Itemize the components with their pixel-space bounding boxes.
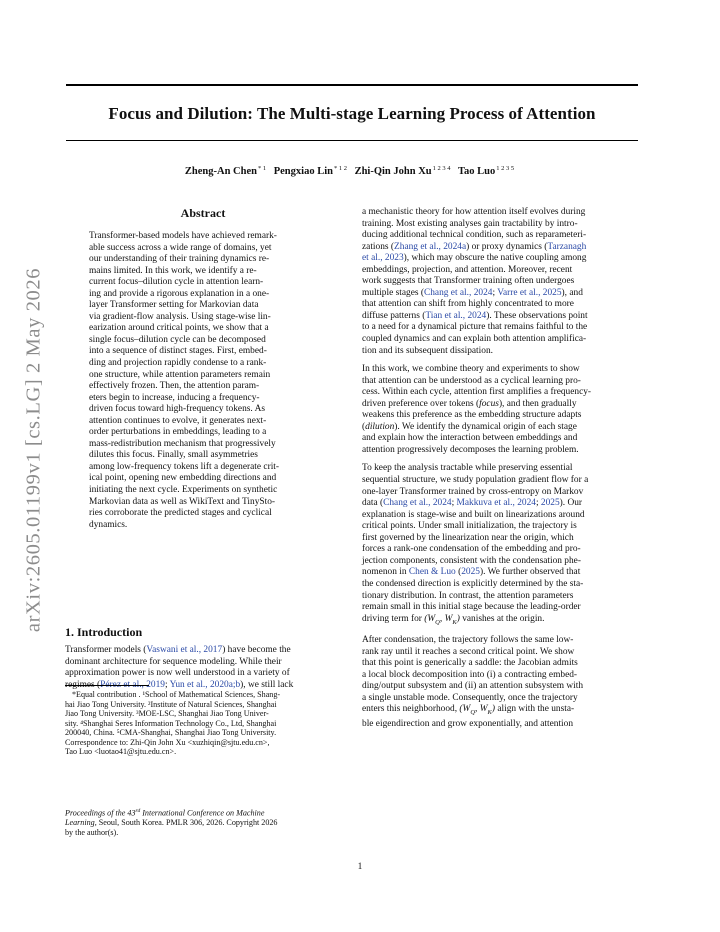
text-line: approximation power is now well understood in a variety of — [65, 668, 290, 679]
author-name: Pengxiao Lin — [273, 166, 333, 177]
text-line — [362, 288, 637, 300]
text-line — [362, 704, 637, 718]
page-number: 1 — [357, 862, 363, 872]
author-affiliation-marks: 1 2 3 5 — [496, 165, 515, 172]
text-line — [362, 670, 637, 682]
text-line — [362, 364, 637, 376]
paragraph-p1 — [362, 207, 637, 357]
text-run: coupled dynamics and can explain both attention amplifica- — [362, 334, 587, 345]
abstract-line: order perturbations in embeddings, leading to a — [89, 427, 267, 438]
abstract-line: mains limited. In this work, we identify a re- — [89, 265, 257, 276]
text-run: driven preference over tokens ( — [362, 398, 480, 409]
text-run: tion and its subsequent dissipation. — [362, 345, 493, 356]
text-line — [362, 533, 637, 545]
author-affiliation-marks: * 1 2 — [333, 165, 347, 172]
text-line — [362, 410, 637, 422]
abstract-line: mass-redistribution mechanism that progressively — [89, 438, 276, 449]
footnote-line: Tao Luo <luotao41@sjtu.edu.cn>. — [65, 747, 177, 756]
text-line — [362, 322, 637, 334]
text-line — [362, 253, 637, 265]
text-run: align with the unsta- — [495, 704, 575, 715]
text-run: and explain how the interaction between embeddings and — [362, 433, 578, 444]
text-run: ). We identify the dynamical origin of each stage — [394, 421, 577, 432]
text-run: to a need for a dynamical picture that remains faithful to the — [362, 322, 588, 333]
introduction-heading: 1. Introduction — [65, 625, 143, 639]
abstract-line: attention continues to evolve, it generates next- — [89, 415, 267, 426]
abstract-body — [89, 231, 318, 531]
text-run: that attention can shift from highly concentrated to more — [362, 299, 574, 310]
text-run: ; — [535, 498, 541, 509]
text-line — [362, 510, 637, 522]
citation-link[interactable]: Makkuva et al., 2024 — [456, 498, 536, 509]
citation-link[interactable]: 2025 — [461, 567, 480, 578]
text-run: work suggests that Transformer training often undergoes — [362, 276, 575, 287]
text-line — [362, 602, 637, 614]
text-run: cess. Within each cycle, attention first amplifies a frequency- — [362, 387, 592, 398]
text-run: ), and then gradually — [498, 398, 577, 409]
author-name: Tao Luo — [457, 166, 496, 177]
author-name: Zheng-An Chen — [184, 166, 257, 177]
footnote-line: *Equal contribution . ¹School of Mathematical Sciences, Shang- — [72, 690, 281, 699]
text-run: ( — [455, 567, 462, 578]
text-run: ; — [451, 498, 457, 509]
text-line — [362, 276, 637, 288]
abstract-line: via gradient-flow analysis. Using stage-wise lin- — [89, 311, 271, 322]
text-run: zations ( — [362, 241, 395, 252]
text-line — [362, 334, 637, 346]
text-line — [362, 681, 637, 693]
paper-title: Focus and Dilution: The Multi-stage Learning Process of Attention — [108, 104, 596, 123]
text-line — [362, 647, 637, 659]
citation-link[interactable]: et al., 2023 — [362, 253, 404, 264]
text-run: ). Our — [559, 498, 583, 509]
text-line — [362, 230, 637, 242]
text-run: multiple stages ( — [362, 287, 424, 298]
abstract-line: ries corroborate the predicted stages and cyclical — [89, 508, 272, 519]
text-line — [362, 311, 637, 323]
text-run: that attention can be understood as a cyclical learning pro- — [362, 375, 581, 386]
abstract-line: layer Transformer setting for Markovian data — [89, 300, 259, 311]
affiliation-footnote — [65, 690, 340, 757]
citation-link[interactable]: Tarzanagh — [547, 241, 587, 252]
text-line — [362, 658, 637, 670]
text-run: embeddings, projection, and attention. Moreover, recent — [362, 264, 573, 275]
abstract-line: driven focus toward high-frequency tokens. As — [89, 404, 265, 415]
author-list — [66, 165, 638, 177]
text-run: attention progressively decomposes the learning problem. — [362, 444, 579, 455]
text-run: ; — [492, 287, 498, 298]
footnote-rule — [65, 685, 149, 686]
text-run: a single unstable mode. Consequently, once the trajectory — [362, 692, 578, 703]
text-run: weakens this preference as the embedding structure adapts — [362, 410, 582, 421]
math-expression: ($W_Q$, $W_K$) — [424, 613, 460, 626]
abstract-line: dynamics. — [89, 519, 128, 530]
text-run: tionary distribution. In contrast, the attention parameters — [362, 590, 574, 601]
text-run: jection components, consistent with the condensation phe- — [362, 555, 581, 566]
abstract-line: among low-frequency tokens lift a degenerate crit- — [89, 461, 280, 472]
paragraph-p4 — [362, 635, 637, 730]
citation-link[interactable]: Chang et al., 2024 — [423, 287, 493, 298]
abstract-line: Markovian data as well as WikiText and TinySto- — [89, 496, 276, 507]
text-line — [362, 422, 637, 434]
text-line — [362, 693, 637, 705]
text-line — [362, 521, 637, 533]
footnote-line: Correspondence to: Zhi-Qin John Xu <xuzhiqin@sjtu.edu.cn>, — [65, 737, 270, 747]
text-run: ). These observations point — [486, 310, 588, 321]
text-run: ), and — [561, 287, 583, 298]
emphasis-text: focus — [479, 398, 499, 409]
text-line — [362, 433, 637, 445]
text-run: vanishes at the origin. — [459, 613, 545, 624]
text-run: remain small in this initial stage because the leading-order — [362, 602, 581, 613]
text-run: forces a rank-one condensation of the embedding and pro- — [362, 544, 581, 555]
author-name: Zhi-Qin John Xu — [354, 166, 432, 177]
math-expression: ($W_Q$, $W_K$) — [459, 704, 495, 717]
author-affiliation-marks: * 1 — [257, 165, 267, 172]
text-line — [362, 544, 637, 556]
text-line — [362, 614, 637, 628]
text-run: a local block decomposition into (i) a contracting embed- — [362, 669, 578, 680]
text-run: In this work, we combine theory and experiments to show — [362, 364, 580, 375]
footnote-line: Jiao Tong University. ³MOE-LSC, Shanghai Jiao Tong Univer- — [65, 709, 269, 718]
citation-link[interactable]: 2025 — [540, 498, 560, 509]
text-run: To keep the analysis tractable while preserving essential — [362, 463, 573, 474]
arxiv-sidebar — [20, 230, 48, 670]
text-line — [362, 299, 637, 311]
abstract-line: dilutes this focus. Finally, small asymmetries — [89, 450, 258, 461]
abstract-line: into a sequence of distinct stages. First, embed- — [89, 346, 267, 357]
text-run: nomenon in — [362, 567, 409, 578]
text-run: that this point is generically a saddle: the Jacobian admits — [362, 658, 578, 669]
text-line — [362, 567, 637, 579]
footnote-line: sity. ⁴Shanghai Seres Information Technology Co., Ltd, Shanghai — [65, 718, 277, 728]
text-line — [362, 399, 637, 411]
author-affiliation-marks: 1 2 3 4 — [432, 165, 451, 172]
text-line — [362, 719, 637, 731]
text-run: data ( — [362, 498, 384, 509]
text-run: training. Most existing analyses gain tractability by intro- — [362, 218, 578, 229]
text-run: diffuse patterns ( — [362, 310, 426, 321]
abstract-line: earization around critical points, we show that a — [89, 323, 269, 334]
text-run: driving term for — [362, 613, 425, 624]
text-line — [362, 556, 637, 568]
citation-link[interactable]: Tian et al., 2024 — [425, 310, 487, 321]
title-bottom-rule — [66, 140, 638, 141]
abstract-line: one structure, while attention parameters remain — [89, 369, 271, 380]
text-line: Transformer models (Vaswani et al., 2017) have become the — [65, 645, 291, 655]
text-line — [362, 387, 637, 399]
abstract-line: ding and projection rapidly condense to a rank- — [89, 358, 267, 369]
text-run: ) or proxy dynamics ( — [466, 241, 548, 252]
text-line — [362, 445, 637, 457]
abstract-heading: Abstract — [180, 206, 226, 220]
text-run: the condensed direction is explicitly determined by the sta- — [362, 578, 584, 589]
citation-link[interactable]: Varre et al., 2025 — [497, 287, 562, 298]
text-line — [362, 242, 637, 254]
text-line — [362, 207, 637, 219]
text-line: regimes (Pérez et al., 2019; Yun et al., 2020a;b), we still lack — [65, 679, 294, 690]
footnote-line: hai Jiao Tong University. ²Institute of Natural Sciences, Shanghai — [65, 699, 277, 709]
text-line — [362, 487, 637, 499]
citation-link[interactable]: Pérez et al., 2019 — [100, 679, 165, 690]
text-line — [362, 498, 637, 510]
title-top-rule — [66, 84, 638, 86]
text-run: ducing additional technical condition, such as reparameteri- — [362, 230, 587, 241]
text-line — [362, 376, 637, 388]
right-column-body — [362, 207, 637, 730]
paragraph-p2 — [362, 364, 637, 456]
text-line — [362, 463, 637, 475]
text-run: ), which may obscure the native coupling among — [403, 253, 587, 264]
text-run: rank ray until it reaches a second critical point. We show — [362, 646, 575, 657]
text-run: first governed by the linearization near the origin, which — [362, 532, 574, 543]
abstract-line: able success across a wide range of domains, yet — [89, 242, 272, 253]
abstract-line: Transformer-based models have achieved remark- — [89, 231, 277, 241]
arxiv-identifier[interactable]: arXiv:2605.01199v1 [cs.LG] 2 May 2026 — [22, 267, 45, 633]
text-run: sequential structure, we study population gradient flow for a — [362, 475, 589, 486]
text-line — [362, 475, 637, 487]
text-run: After condensation, the trajectory follows the same low- — [362, 635, 574, 646]
text-line — [362, 591, 637, 603]
text-line: dominant architecture for sequence modeling. While their — [65, 656, 282, 667]
text-run: ble eigendirection and grow exponentially, and attention — [362, 718, 574, 729]
emphasis-text: dilution — [365, 421, 395, 432]
abstract-line: ing and provide a rigorous explanation in a one- — [89, 288, 270, 299]
text-run: critical points. Under small initialization, the trajectory is — [362, 521, 577, 532]
text-run: enters this neighborhood, — [362, 704, 460, 715]
proceedings-note: Proceedings of the 43rd International Conference on Machine Learning, Seoul, South Korea. PMLR 306, 2026. Copyright 2026 by the author(s). — [65, 808, 278, 837]
text-run: ). We further observed that — [479, 567, 581, 578]
abstract-line: effectively frozen. Then, the attention param- — [89, 381, 260, 392]
text-run: one-layer Transformer trained by cross-entropy on Markov — [362, 486, 584, 497]
paragraph-p3 — [362, 463, 637, 628]
citation-link[interactable]: Yun et al., 2020a;b — [169, 679, 241, 690]
text-line — [362, 346, 637, 358]
abstract-line: current focus–dilution cycle in attention learn- — [89, 277, 264, 288]
citation-link[interactable]: Vaswani et al., 2017 — [146, 645, 223, 655]
footnote-line: 200040, China. ⁵CMA-Shanghai, Shanghai Jiao Tong University. — [65, 728, 277, 737]
text-line — [362, 635, 637, 647]
abstract-line: single focus–dilution cycle can be decomposed — [89, 334, 266, 345]
text-run: explanation is stage-wise and built on linearizations around — [362, 509, 585, 520]
text-line — [362, 579, 637, 591]
abstract-line: initiating the next cycle. Experiments on synthetic — [89, 485, 278, 496]
citation-link[interactable]: Zhang et al., 2024a — [394, 241, 467, 252]
abstract-line: eters begin to increase, inducing a frequency- — [89, 392, 260, 403]
citation-link[interactable]: Chang et al., 2024 — [383, 498, 452, 509]
abstract-line: ical point, opening new embedding directions and — [89, 473, 277, 484]
text-run: ding/output subsystem and (ii) an attention subsystem with — [362, 681, 584, 692]
abstract-line: our understanding of their training dynamics re- — [89, 254, 270, 265]
citation-link[interactable]: Chen & Luo — [408, 567, 456, 578]
text-line — [362, 219, 637, 231]
text-run: ( — [362, 421, 366, 432]
text-run: a mechanistic theory for how attention itself evolves during — [362, 207, 586, 217]
text-line — [362, 265, 637, 277]
